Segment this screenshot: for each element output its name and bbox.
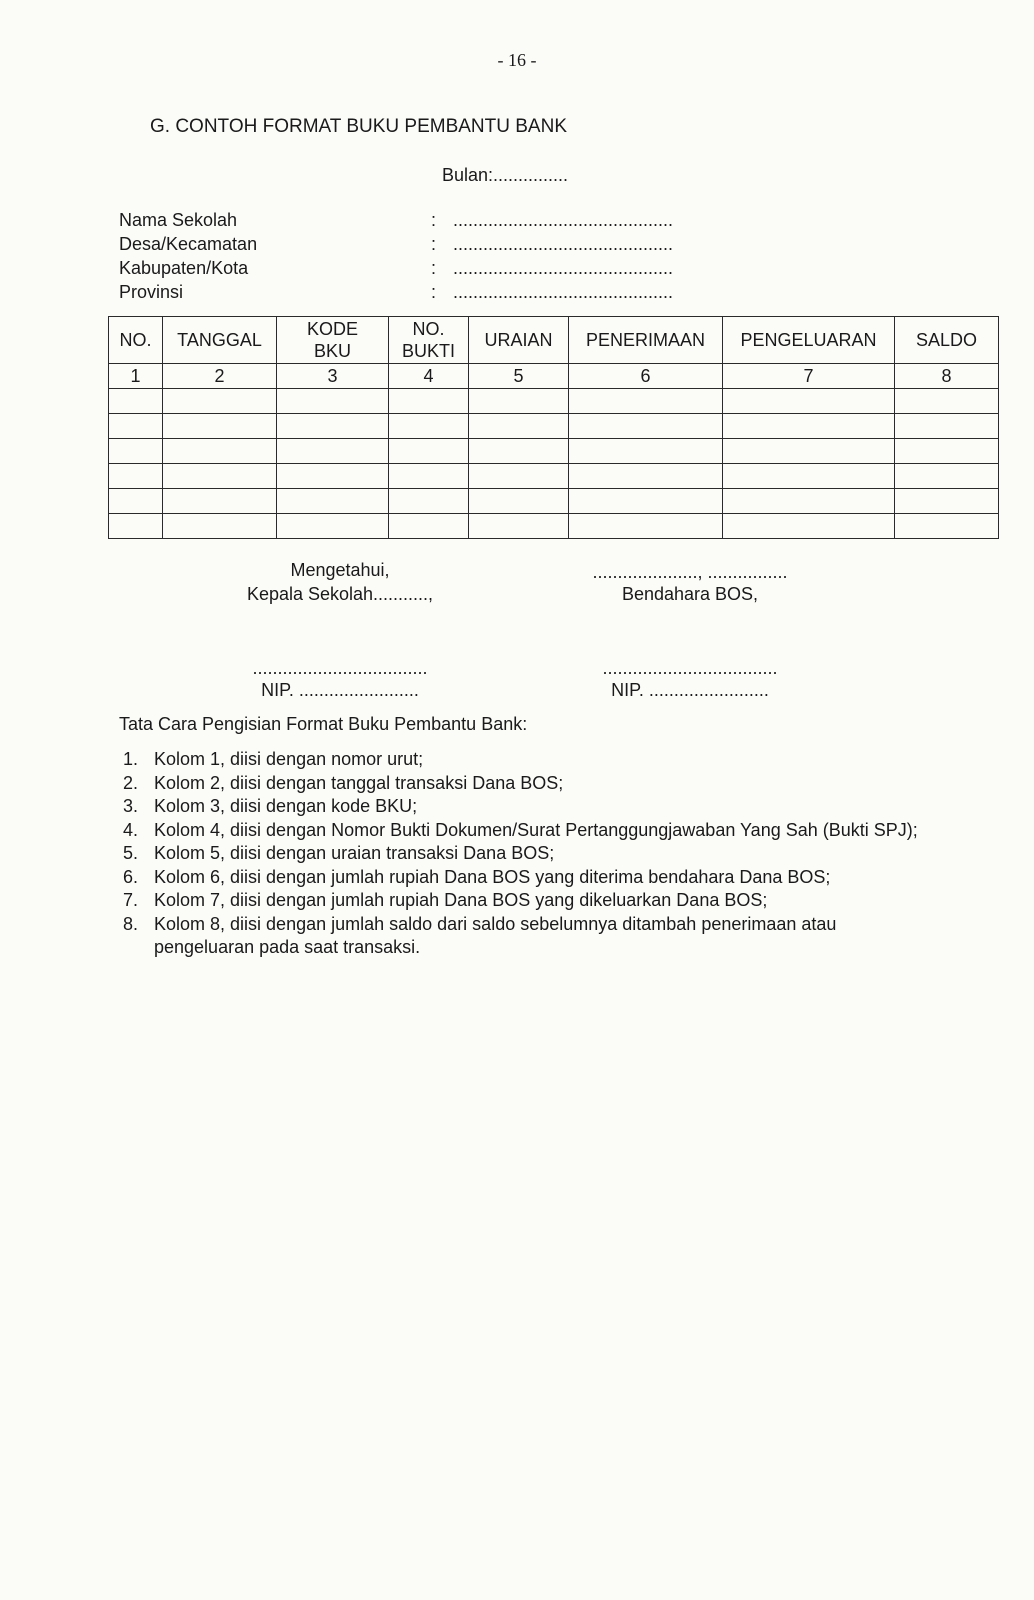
- empty-cell: [163, 439, 277, 464]
- empty-cell: [163, 414, 277, 439]
- empty-cell: [895, 489, 999, 514]
- empty-cell: [389, 389, 469, 414]
- item-text: Kolom 3, diisi dengan kode BKU;: [154, 796, 418, 816]
- empty-cell: [277, 389, 389, 414]
- empty-cell: [109, 414, 163, 439]
- column-number: 5: [469, 364, 569, 389]
- empty-cell: [109, 489, 163, 514]
- item-number: 2.: [123, 772, 139, 793]
- info-row-village: [119, 232, 673, 256]
- list-item: [119, 819, 919, 843]
- item-text: Kolom 4, diisi dengan Nomor Bukti Dokumen/Surat Pertanggungjawaban Yang Sah (Bukti SPJ);: [154, 819, 918, 840]
- column-number: 2: [163, 364, 277, 389]
- table-row: [109, 389, 999, 414]
- empty-cell: [277, 464, 389, 489]
- info-label: Kabupaten/Kota: [119, 258, 249, 278]
- table-row: [109, 514, 999, 539]
- info-row-province: [119, 280, 673, 304]
- empty-cell: [469, 514, 569, 539]
- acknowledged-label: Mengetahui,: [290, 560, 390, 580]
- item-number: 4.: [123, 819, 139, 840]
- empty-cell: [163, 489, 277, 514]
- table-row: [109, 439, 999, 464]
- empty-cell: [109, 439, 163, 464]
- column-number: 7: [723, 364, 895, 389]
- column-number: 3: [277, 364, 389, 389]
- table-row: [109, 489, 999, 514]
- treasurer-signature-line: ...................................: [602, 658, 778, 678]
- item-text: Kolom 8, diisi dengan jumlah saldo dari saldo sebelumnya ditambah penerimaan atau pengeluaran pada saat transaksi.: [154, 913, 837, 957]
- info-colon: :: [431, 210, 437, 230]
- info-colon: :: [431, 234, 437, 254]
- instructions-list: [119, 748, 919, 960]
- empty-cell: [469, 489, 569, 514]
- page-number: - 16 -: [497, 50, 537, 70]
- info-label: Provinsi: [119, 282, 184, 302]
- empty-cell: [277, 439, 389, 464]
- empty-cell: [109, 464, 163, 489]
- empty-cell: [389, 489, 469, 514]
- header-penerimaan: PENERIMAAN: [569, 317, 723, 364]
- column-number-row: [109, 364, 999, 389]
- empty-cell: [389, 464, 469, 489]
- principal-signature-line: ...................................: [252, 658, 428, 678]
- header-no: NO.: [109, 317, 163, 364]
- list-item: [119, 795, 919, 819]
- column-number: 6: [569, 364, 723, 389]
- list-item: [119, 772, 919, 796]
- info-value: ............................................: [453, 210, 674, 230]
- empty-cell: [569, 489, 723, 514]
- header-uraian: URAIAN: [469, 317, 569, 364]
- empty-cell: [109, 389, 163, 414]
- empty-cell: [895, 414, 999, 439]
- school-info-block: [119, 208, 673, 304]
- empty-cell: [163, 389, 277, 414]
- bank-ledger-table: [108, 316, 999, 539]
- empty-cell: [163, 464, 277, 489]
- list-item: [119, 889, 919, 913]
- list-item: [119, 748, 919, 772]
- item-number: 5.: [123, 843, 139, 863]
- header-tanggal: TANGGAL: [163, 317, 277, 364]
- item-number: 8.: [123, 913, 139, 934]
- principal-nip: NIP. ........................: [261, 680, 419, 700]
- empty-cell: [389, 414, 469, 439]
- empty-cell: [895, 464, 999, 489]
- empty-cell: [569, 514, 723, 539]
- principal-label: Kepala Sekolah...........,: [246, 584, 434, 604]
- info-colon: :: [431, 282, 437, 302]
- treasurer-nip: NIP. ........................: [611, 680, 769, 700]
- empty-cell: [569, 414, 723, 439]
- empty-cell: [895, 439, 999, 464]
- empty-cell: [469, 464, 569, 489]
- info-row-regency: [119, 256, 673, 280]
- item-text: Kolom 2, diisi dengan tanggal transaksi Dana BOS;: [154, 772, 564, 793]
- empty-cell: [277, 489, 389, 514]
- empty-cell: [723, 464, 895, 489]
- list-item: [119, 913, 919, 960]
- item-number: 7.: [123, 890, 139, 910]
- header-saldo: SALDO: [895, 317, 999, 364]
- table-row: [109, 414, 999, 439]
- header-no-bukti: NO. BUKTI: [389, 317, 469, 364]
- info-label: Nama Sekolah: [119, 210, 238, 230]
- empty-cell: [723, 489, 895, 514]
- info-row-school-name: [119, 208, 673, 232]
- info-value: ............................................: [453, 282, 674, 302]
- item-text: Kolom 6, diisi dengan jumlah rupiah Dana BOS yang diterima bendahara Dana BOS;: [154, 866, 831, 887]
- instructions-title: Tata Cara Pengisian Format Buku Pembantu Bank:: [119, 714, 528, 734]
- empty-cell: [277, 414, 389, 439]
- item-number: 6.: [123, 866, 139, 887]
- header-pengeluaran: PENGELUARAN: [723, 317, 895, 364]
- item-text: Kolom 5, diisi dengan uraian transaksi Dana BOS;: [154, 843, 555, 863]
- item-number: 3.: [123, 796, 139, 816]
- list-item: [119, 842, 919, 866]
- empty-cell: [469, 414, 569, 439]
- treasurer-label: Bendahara BOS,: [621, 584, 759, 604]
- empty-cell: [569, 439, 723, 464]
- table-row: [109, 464, 999, 489]
- empty-cell: [389, 514, 469, 539]
- empty-cell: [723, 514, 895, 539]
- item-text: Kolom 1, diisi dengan nomor urut;: [154, 749, 424, 769]
- empty-cell: [277, 514, 389, 539]
- column-number: 1: [109, 364, 163, 389]
- empty-cell: [895, 514, 999, 539]
- empty-cell: [109, 514, 163, 539]
- empty-cell: [389, 439, 469, 464]
- empty-cell: [163, 514, 277, 539]
- empty-cell: [469, 439, 569, 464]
- column-number: 8: [895, 364, 999, 389]
- info-value: ............................................: [453, 258, 674, 278]
- empty-cell: [723, 414, 895, 439]
- item-number: 1.: [123, 749, 139, 769]
- empty-cell: [569, 389, 723, 414]
- empty-cell: [569, 464, 723, 489]
- info-value: ............................................: [453, 234, 674, 254]
- empty-cell: [895, 389, 999, 414]
- info-colon: :: [431, 258, 437, 278]
- month-line: Bulan:...............: [442, 165, 569, 185]
- place-date-line: ....................., ................: [592, 562, 788, 582]
- list-item: [119, 866, 919, 890]
- header-kode-bku: KODE BKU: [277, 317, 389, 364]
- table-header-row: [109, 317, 999, 364]
- column-number: 4: [389, 364, 469, 389]
- info-label: Desa/Kecamatan: [119, 234, 258, 254]
- section-title: G. CONTOH FORMAT BUKU PEMBANTU BANK: [150, 116, 567, 137]
- item-text: Kolom 7, diisi dengan jumlah rupiah Dana BOS yang dikeluarkan Dana BOS;: [154, 890, 768, 910]
- empty-cell: [723, 389, 895, 414]
- empty-cell: [723, 439, 895, 464]
- empty-cell: [469, 389, 569, 414]
